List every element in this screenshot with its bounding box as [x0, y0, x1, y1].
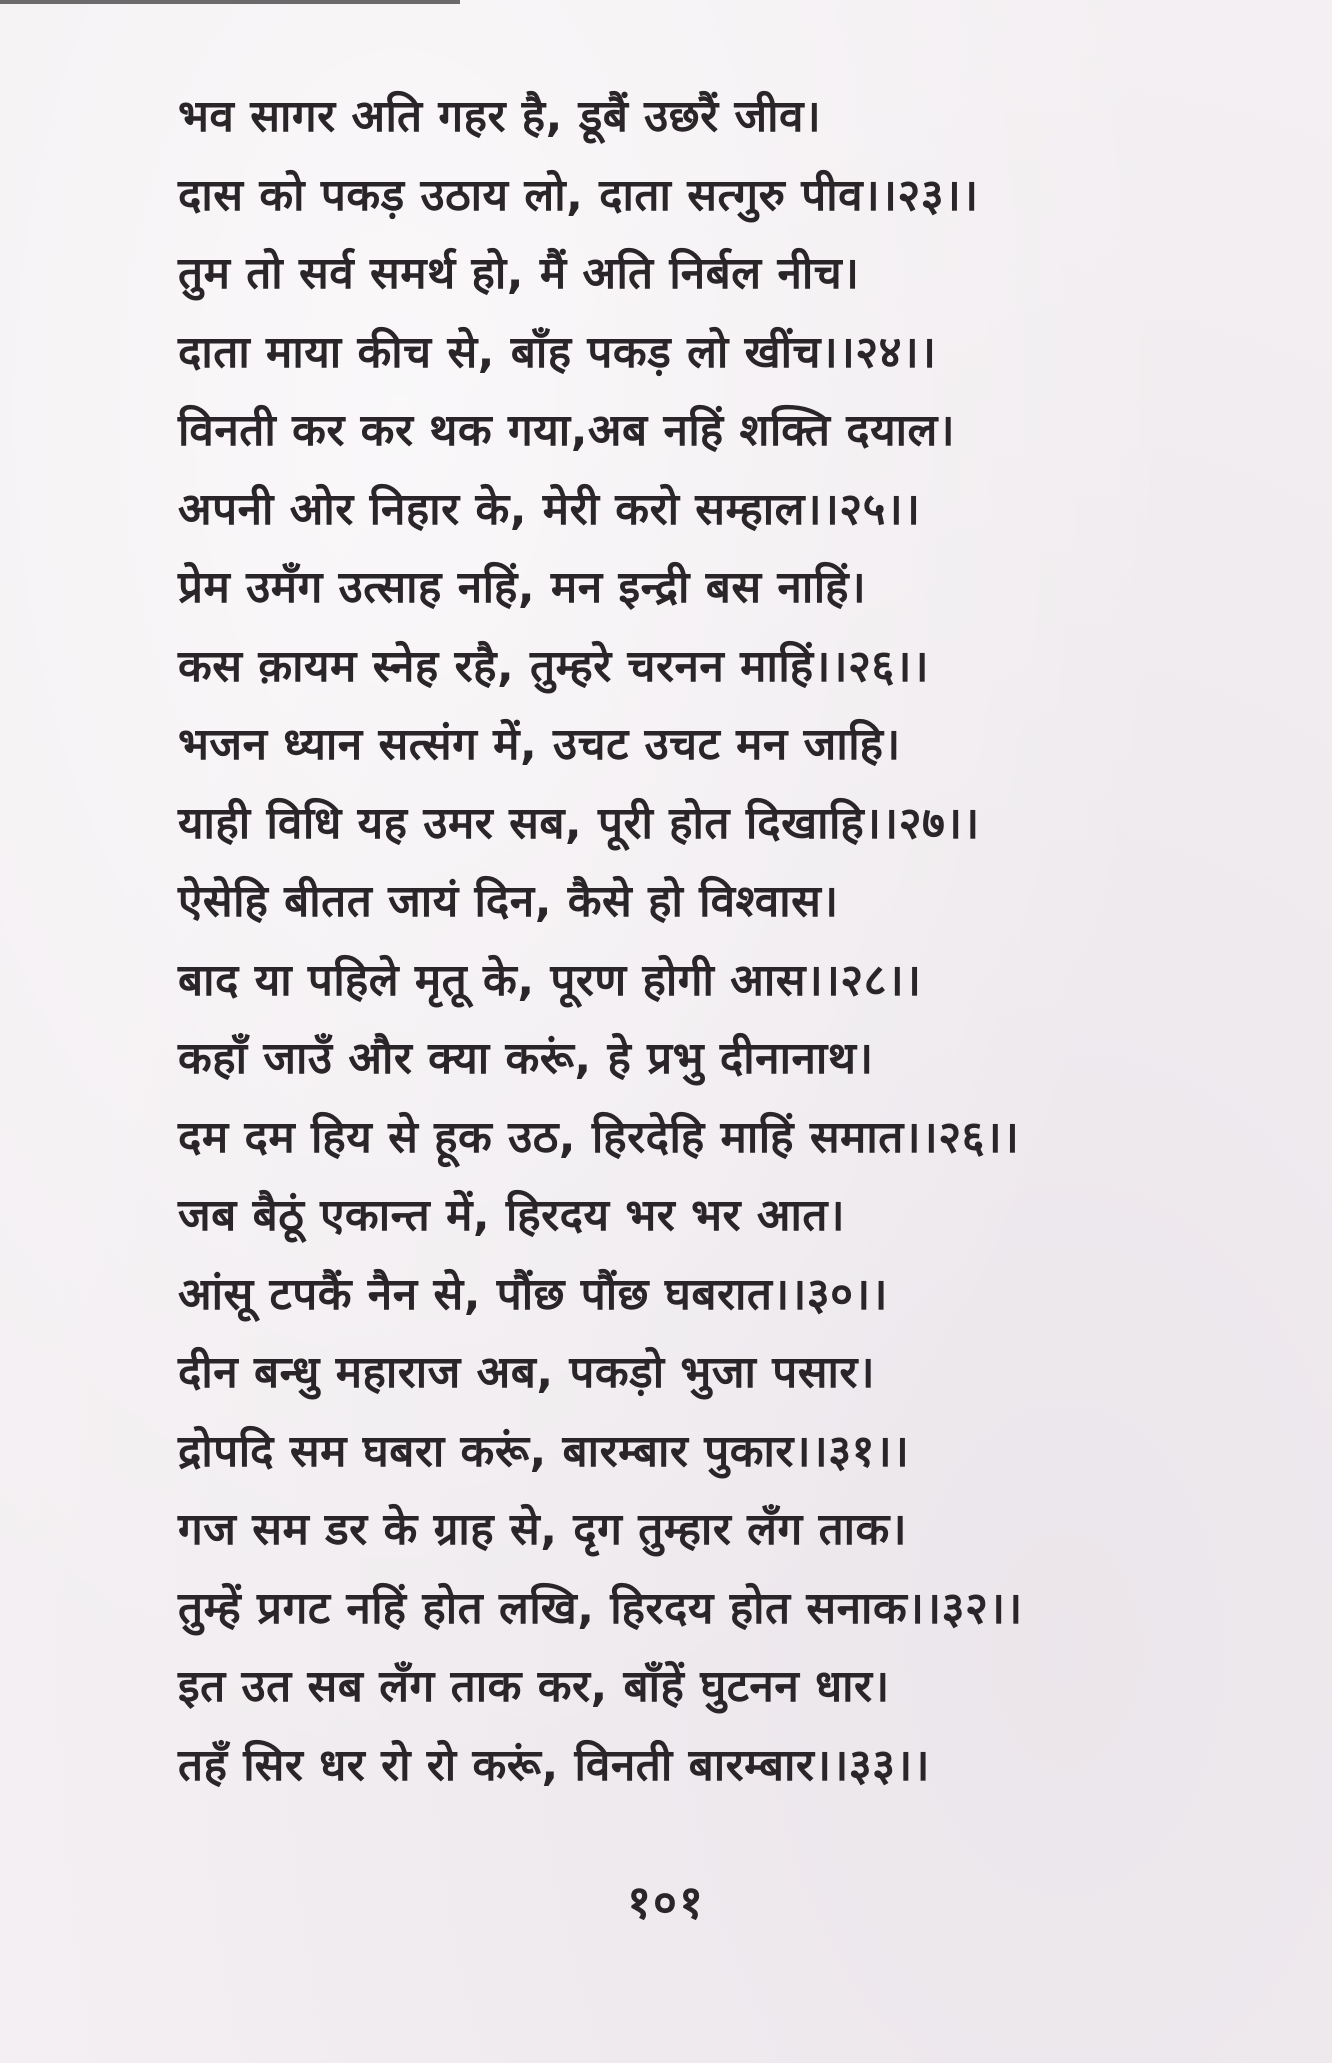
verse-line: प्रेम उमँग उत्साह नहिं, मन इन्द्री बस नाहिं।	[178, 562, 867, 613]
verse-line: अपनी ओर निहार के, मेरी करो सम्हाल।।२५।।	[178, 483, 921, 535]
verse-line: आंसू टपकैं नैन से, पौंछ पौंछ घबरात।।३०।।	[178, 1268, 888, 1320]
page-top-edge	[0, 0, 460, 4]
page-number: १०१	[627, 1875, 705, 1929]
verse-line: द्रोपदि सम घबरा करूं, बारम्बार पुकार।।३१।।	[178, 1425, 910, 1477]
verse-line: भजन ध्यान सत्संग में, उचट उचट मन जाहि।	[178, 719, 901, 770]
verse-line: तुम तो सर्व समर्थ हो, मैं अति निर्बल नीच।	[178, 248, 860, 299]
verse-line: तुम्हें प्रगट नहिं होत लखि, हिरदय होत सनाक।।३२।।	[178, 1582, 1023, 1634]
verse-line: ऐसेहि बीतत जायं दिन, कैसे हो विश्वास।	[178, 876, 839, 927]
verse-line: गज सम डर के ग्राह से, दृग तुम्हार लँग ताक।	[178, 1504, 908, 1555]
verse-line: विनती कर कर थक गया,अब नहिं शक्ति दयाल।	[178, 405, 956, 456]
verse-line: दम दम हिय से हूक उठ, हिरदेहि माहिं समात।।२६।।	[178, 1111, 1020, 1163]
verse-line: दीन बन्धु महाराज अब, पकड़ो भुजा पसार।	[178, 1347, 876, 1398]
verse-line: तहँ सिर धर रो रो करूं, विनती बारम्बार।।३३।।	[178, 1739, 930, 1791]
verse-line: बाद या पहिले मृतू के, पूरण होगी आस।।२८।।	[178, 954, 922, 1006]
verse-line: कहाँ जाउँ और क्या करूं, हे प्रभु दीनानाथ।	[178, 1033, 874, 1084]
verse-line: जब बैठूं एकान्त में, हिरदय भर भर आत।	[178, 1190, 846, 1241]
verse-line: दाता माया कीच से, बाँह पकड़ लो खींच।।२४।।	[178, 326, 937, 378]
verse-line: दास को पकड़ उठाय लो, दाता सत्गुरु पीव।।२३।।	[178, 169, 979, 221]
verse-line: भव सागर अति गहर है, डूबैं उछरैं जीव।	[178, 91, 822, 142]
verse-line: कस क़ायम स्नेह रहै, तुम्हरे चरनन माहिं।।२६।।	[178, 640, 930, 692]
verse-list	[178, 78, 1238, 1805]
verse-line: याही विधि यह उमर सब, पूरी होत दिखाहि।।२७।।	[178, 797, 980, 849]
verse-line: इत उत सब लँग ताक कर, बाँहें घुटनन धार।	[178, 1661, 890, 1712]
